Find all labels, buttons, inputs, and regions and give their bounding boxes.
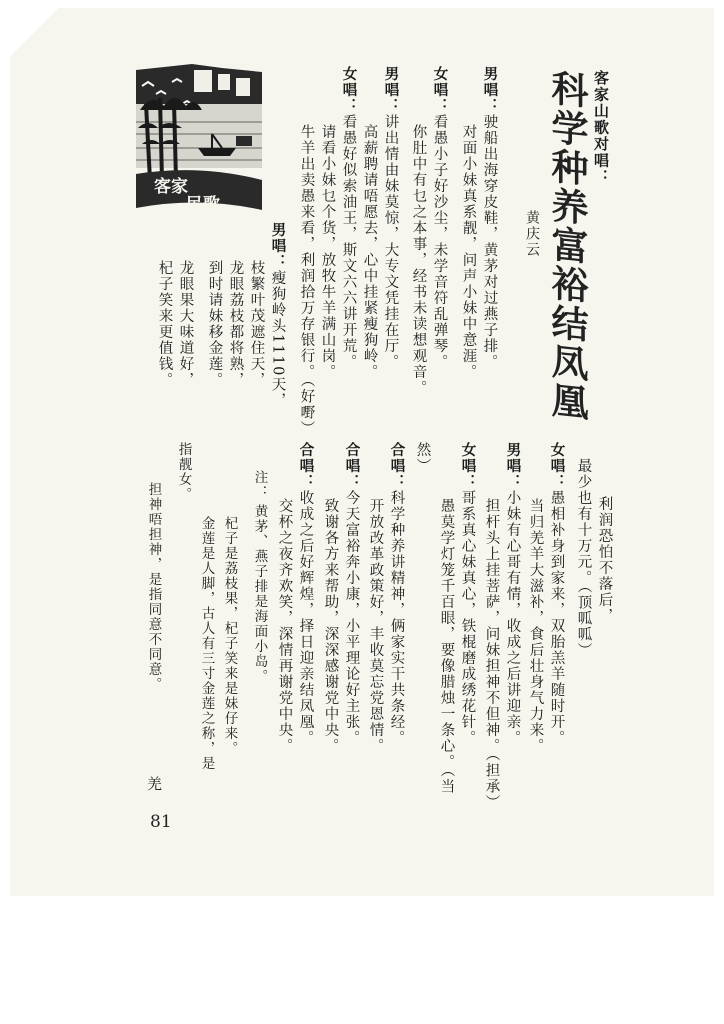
lyric-text: 收成之后好辉煌，择日迎亲结凤凰。 [297,490,314,746]
lyric-column [411,124,426,396]
lyric-column [368,498,383,754]
lyric-text: 小妹有心哥有情，收成之后讲迎亲。 [504,490,521,746]
lyric-column [461,124,476,380]
lyric-text: 当归羌羊大滋补，食后壮身气力来。 [527,498,544,754]
speaker-label: 女唱： [548,442,566,490]
lyric-column [484,498,499,811]
speaker-label: 男唱： [382,66,400,114]
lyric-text: 驶船出海穿皮鞋，黄茅对过燕子排。 [481,114,498,370]
lyric-column [389,442,404,746]
lyric-text: 高薪聘请唔愿去，心中挂紧瘦狗岭。 [361,124,378,380]
lyric-text: 杞子笑来更值钱。 [156,260,173,388]
lyric-column [249,260,264,388]
author-name: 黄庆云 [524,210,540,258]
speaker-label: 男唱： [269,222,287,270]
note-item: 指靓女。 [175,442,192,502]
lyric-text: 利润恐怕不落后， [596,496,613,624]
lyric-text: 你肚中有乜之本事，经书未读想观音。 [410,124,427,396]
lyric-continuation: 然） [414,442,431,474]
lyric-text: 担杆头上挂菩萨，问妹担神不但神。（担承） [483,498,500,811]
speaker-label: 合唱： [297,442,315,490]
lyric-column [323,498,338,754]
speaker-label: 女唱： [431,66,449,114]
lyric-column [432,66,447,370]
lyric-column [597,496,612,624]
lyric-text: 瘦狗岭头1110天， [269,270,286,409]
lyric-text: 到时请妹移金莲。 [206,260,223,388]
note-item: 杞子是荔枝果，杞子笑来是妹仔来。 [221,516,238,756]
logo-text-top: 客家 [154,177,188,197]
note-item: 担神唔担神，是指同意不同意。 [145,482,162,692]
lyric-column [320,124,335,380]
lyric-text: 对面小妹真系靓，问声小妹中意涯。 [460,124,477,380]
article-title: 科学种养富裕结凤凰 [545,67,589,424]
lyric-text: 交杯之夜齐欢笑，深情再谢党中央。 [276,498,293,754]
lyric-column [207,260,222,388]
speaker-label: 男唱： [504,442,522,490]
lyric-text: 请看小妹乜个货，放牧牛羊满山岗。 [319,124,336,380]
torn-corner [10,8,58,56]
lyric-column [383,66,398,370]
note-item: 黄茅、燕子排是海面小岛。 [251,504,268,684]
lyric-column [228,260,243,388]
lyric-text: 龙眼果大味道好， [177,260,194,388]
lyric-text: 龙眼荔枝都将熟， [227,260,244,388]
lyric-column [576,458,591,659]
lyric-text: 致谢各方来帮助，深深感谢党中央。 [322,498,339,754]
lyric-column [482,66,497,370]
speaker-label: 男唱： [481,66,499,114]
lyric-column [299,124,314,437]
hakka-folk-song-logo [132,64,266,216]
note-item: 金莲是人脚，古人有三寸金莲之称，是 [198,516,215,771]
lyric-text: 讲出情由妹莫惊，大专文凭挂在厅。 [382,114,399,370]
article-subtitle: 客家山歌对唱： [592,70,610,186]
lyric-column [362,124,377,380]
lyric-text: 看愚小子好沙尘，未学音符乱弹琴。 [431,114,448,370]
lyric-column [178,260,193,388]
lyric-column [549,442,564,746]
lyric-column [439,498,454,795]
lyric-text: 愚相补身到家来，双胎羔羊随时开。 [548,490,565,746]
lyric-text: 开放改革政策好，丰收莫忘党恩情。 [367,498,384,754]
lyric-column [528,498,543,754]
editor-mark: 羌 [145,776,163,793]
lyric-column [505,442,520,746]
lyric-text: 枝繁叶茂遮住天， [248,260,265,388]
speaker-label: 女唱： [459,442,477,490]
lyric-text: 科学种养讲精神，俩家实干共条经。 [388,490,405,746]
lyric-text: 愚莫学灯笼千百眼，要像腊烛一条心。（当 [438,498,455,795]
notes-label: 注： [251,470,268,500]
lyric-text: 今天富裕奔小康，小平理论好主张。 [343,490,360,746]
lyric-text: 最少也有十万元。（顶呱呱） [575,458,592,659]
page-number: 81 [150,812,172,832]
speaker-label: 女唱： [340,66,358,114]
lyric-column [298,442,313,746]
speaker-label: 合唱： [388,442,406,490]
lyric-column [277,498,292,754]
lyric-column [344,442,359,746]
logo-text-bottom: 民歌 [186,195,220,215]
lyric-column [157,260,172,388]
lyric-column [270,222,285,409]
lyric-text: 哥系真心妹真心，铁棍磨成绣花针。 [459,490,476,746]
lyric-text: 牛羊出卖愚来看，利润拾万存银行。（好嘢） [298,124,315,437]
lyric-column [460,442,475,746]
speaker-label: 合唱： [343,442,361,490]
lyric-text: 看愚好似索油王，斯文六六讲开荒。 [340,114,357,370]
lyric-column [341,66,356,370]
